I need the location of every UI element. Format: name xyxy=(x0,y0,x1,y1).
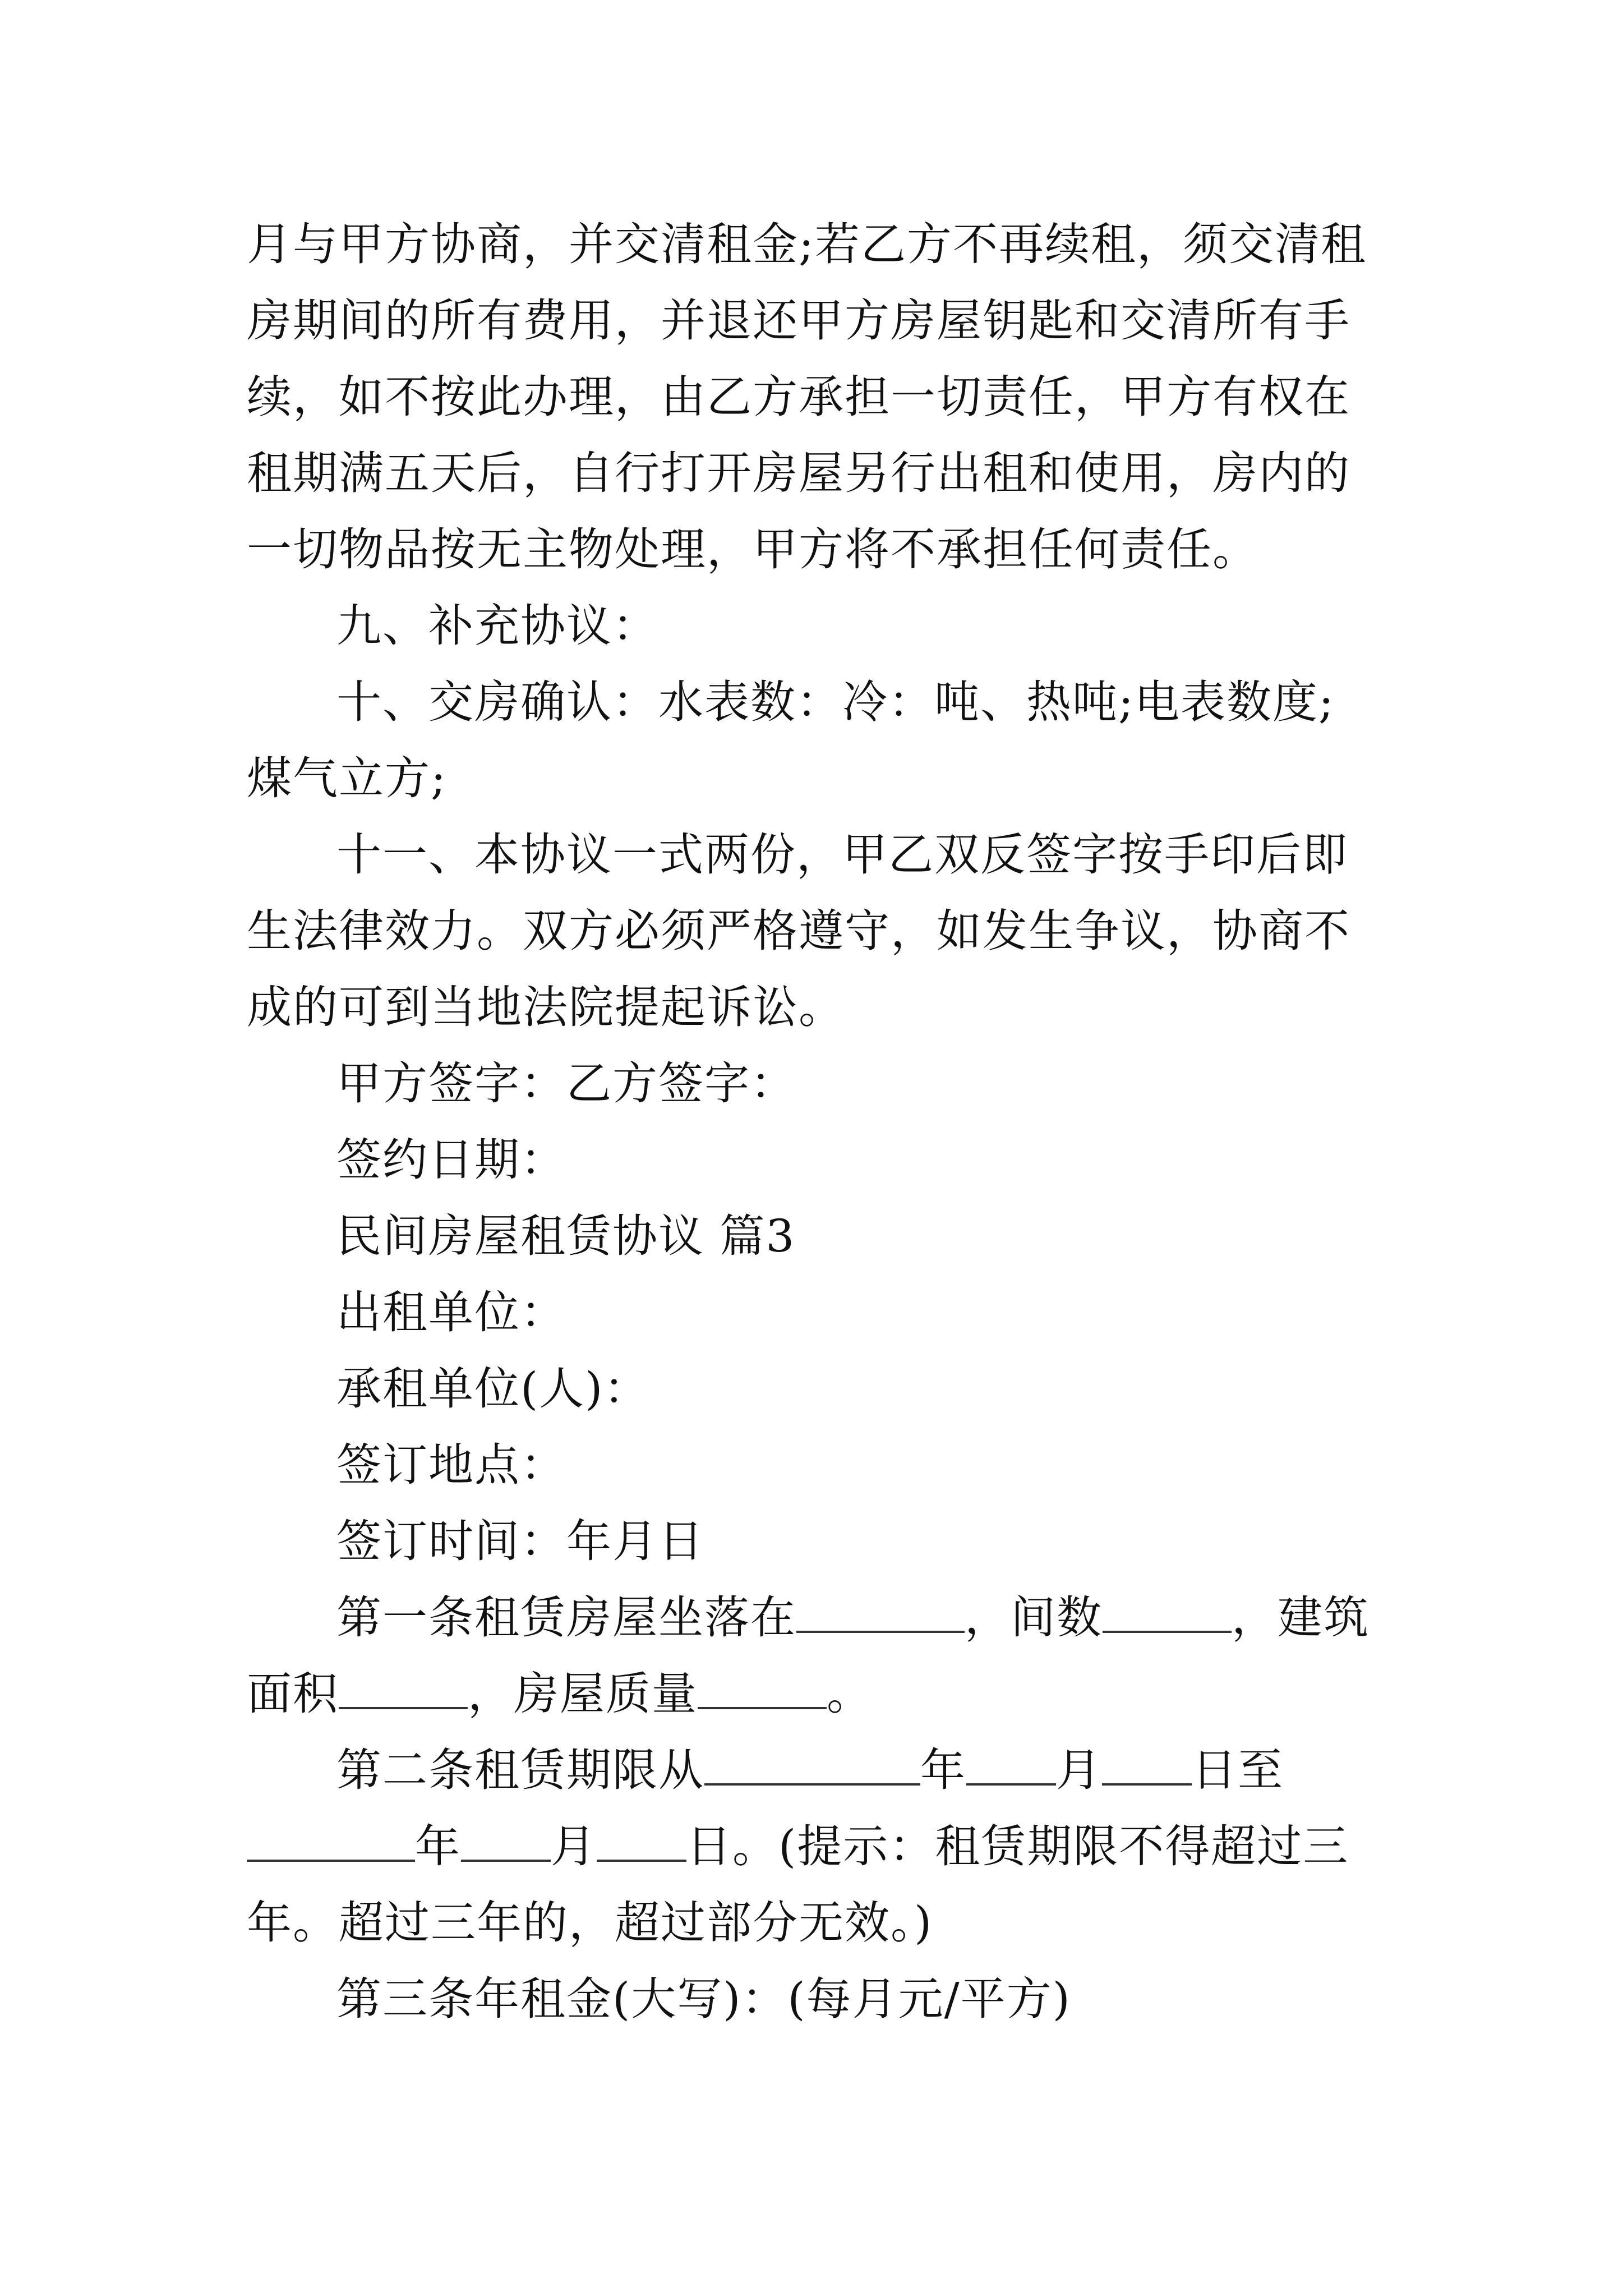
article-two-text-f: 月 xyxy=(551,1820,597,1872)
article-one-text-b: ，间数 xyxy=(965,1591,1103,1644)
article-two-text-c: 月 xyxy=(1056,1744,1102,1796)
blank-end-month xyxy=(461,1820,551,1862)
paragraph-copies-effect: 十一、本协议一式两份，甲乙双反签字按手印后即生法律效力。双方必须严格遵守，如发生争议，协商不成的可到当地法院提起诉讼。 xyxy=(247,829,1350,1033)
blank-start-day xyxy=(1102,1744,1192,1786)
article-two xyxy=(247,1732,1380,1961)
paragraph-signing-place: 签订地点： xyxy=(336,1439,566,1491)
blank-room-count xyxy=(1103,1591,1232,1633)
paragraph-lessor: 出租单位： xyxy=(336,1286,566,1338)
document-body xyxy=(247,206,1380,2037)
article-two-text-b: 年 xyxy=(920,1744,966,1796)
article-two-text-d: 日至 xyxy=(1192,1744,1284,1796)
blank-house-quality xyxy=(698,1668,827,1709)
paragraph-signing-time: 签订时间：年月日 xyxy=(336,1515,704,1567)
paragraph-lessee: 承租单位(人)： xyxy=(336,1363,650,1415)
blank-floor-area xyxy=(339,1668,468,1709)
section-title: 民间房屋租赁协议 篇3 xyxy=(336,1210,796,1262)
blank-start-year xyxy=(704,1744,920,1786)
paragraph-signing-date: 签约日期： xyxy=(336,1134,566,1186)
article-one-text-d: ，房屋质量 xyxy=(468,1668,698,1720)
article-one-text-a: 第一条租赁房屋坐落在 xyxy=(336,1591,796,1644)
blank-end-day xyxy=(597,1820,686,1862)
article-one-text-e: 。 xyxy=(827,1668,873,1720)
article-two-text-e: 年 xyxy=(415,1820,461,1872)
paragraph-signatures: 甲方签字：乙方签字： xyxy=(336,1057,796,1110)
blank-location xyxy=(796,1591,965,1633)
paragraph-renewal-terms: 月与甲方协商，并交清租金;若乙方不再续租，须交清租房期间的所有费用，并退还甲方房屋钥匙和交清所有手续，如不按此办理，由乙方承担一切责任，甲方有权在租期满五天后，自行打开房屋另行出租和使用，房内的一切物品按无主物处理，甲方将不承担任何责任。 xyxy=(247,218,1367,576)
paragraph-supplementary-agreement: 九、补充协议： xyxy=(336,600,658,652)
article-two-text-g: 日。(提示：租赁期限不得超过三年。超过三年的，超过部分无效。) xyxy=(247,1820,1349,1949)
article-one-text-c: ，建筑面积 xyxy=(247,1591,1370,1720)
article-one xyxy=(247,1580,1380,1732)
article-two-text-a: 第二条租赁期限从 xyxy=(336,1744,704,1796)
article-three: 第三条年租金(大写)：(每月元/平方) xyxy=(336,1973,1071,2025)
blank-end-year xyxy=(247,1820,415,1862)
paragraph-handover-confirmation: 十、交房确认：水表数：冷：吨、热吨;电表数度;煤气立方; xyxy=(247,676,1335,804)
blank-start-month xyxy=(966,1744,1056,1786)
